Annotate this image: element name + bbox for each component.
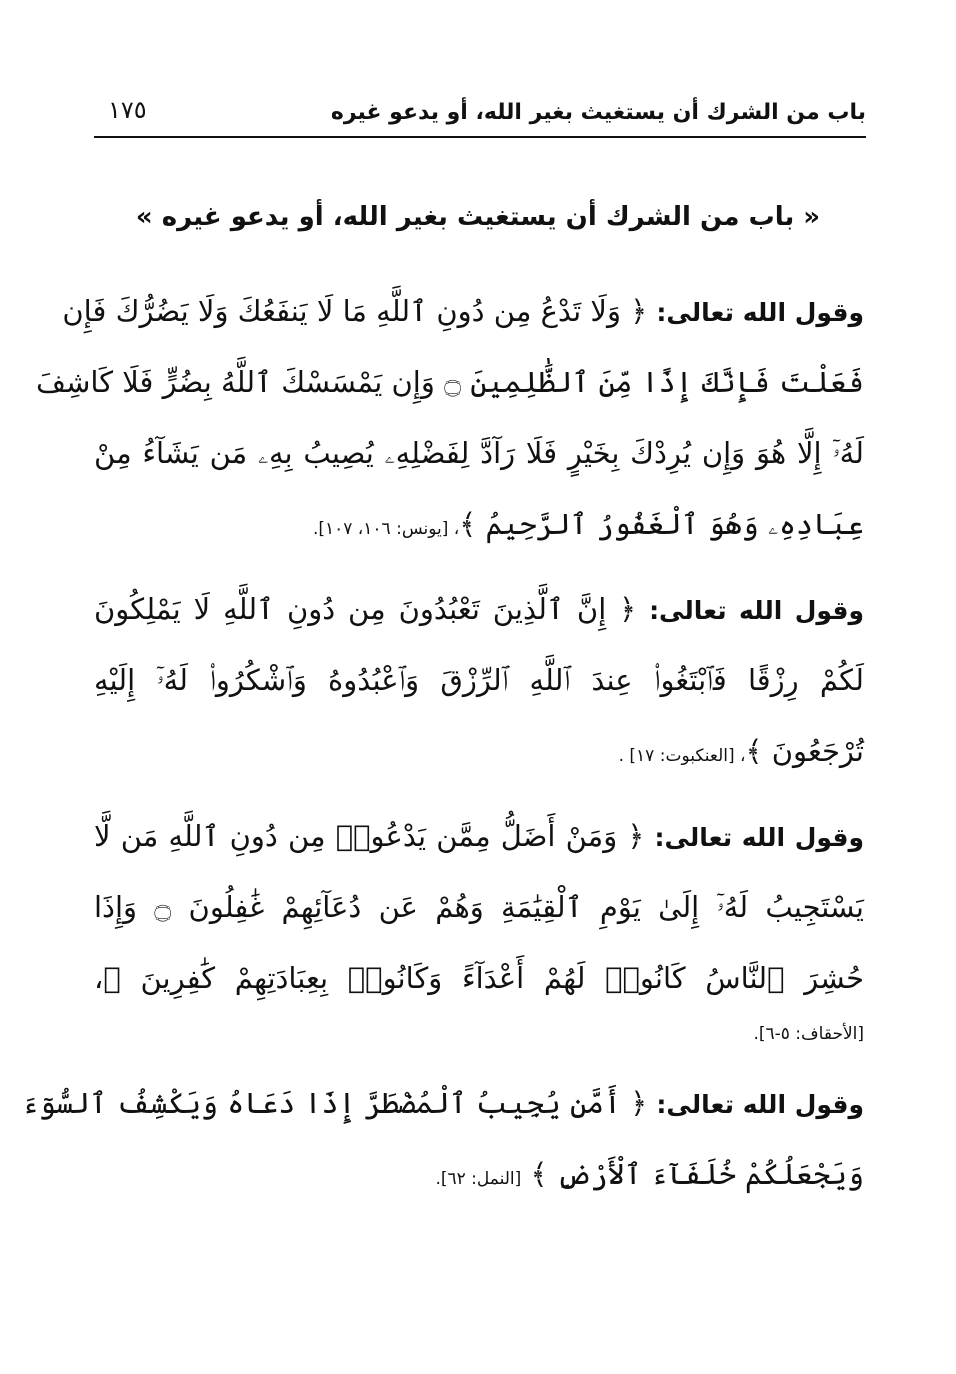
text-line: [94, 418, 864, 489]
verse-text: ﴿ إِنَّ ٱلَّذِينَ تَعْبُدُونَ مِن دُونِ ٱللَّهِ لَا يَمْلِكُونَ: [94, 592, 637, 626]
paragraph-4: [21, 1068, 864, 1210]
paragraph-intro: وقول الله تعالى:: [654, 823, 864, 852]
chapter-title: « باب من الشرك أن يستغيث بغير الله، أو يدعو غيره »: [135, 202, 821, 232]
verse-text: عِبَادِهِۦ وَهُوَ ٱلْغَفُورُ ٱلرَّحِيمُ ﴾: [459, 507, 864, 541]
text-line: [94, 801, 864, 872]
text-line: [94, 489, 864, 560]
verse-text: لَهُۥٓ إِلَّا هُوَ وَإِن يُرِدْكَ بِخَيْرٍ فَلَا رَآدَّ لِفَضْلِهِۦ يُصِيبُ بِهِۦ مَن يَشَآءُ مِنْ: [94, 436, 864, 470]
verse-citation: ، [العنكبوت: ١٧] .: [618, 746, 746, 766]
text-line: [94, 574, 864, 645]
running-header: [94, 96, 866, 138]
verse-text: لَكُمْ رِزْقًا فَٱبْتَغُوا۟ عِندَ ٱللَّهِ ٱلرِّزْقَ وَٱعْبُدُوهُ وَٱشْكُرُوا۟ لَهُۥٓ إِلَيْهِ: [94, 663, 864, 697]
paragraph-intro: وقول الله تعالى:: [656, 1090, 864, 1119]
verse-text: ﴿ وَمَنْ أَضَلُّ مِمَّن يَدْعُوا۟ مِن دُونِ ٱللَّهِ مَن لَّا: [94, 819, 645, 853]
verse-citation: ، [يونس: ١٠٦، ١٠٧].: [312, 519, 460, 539]
verse-text: يَسْتَجِيبُ لَهُۥٓ إِلَىٰ يَوْمِ ٱلْقِيَٰمَةِ وَهُمْ عَن دُعَآئِهِمْ غَٰفِلُونَ ۝ وَإِذَا: [94, 890, 864, 924]
page-body: [21, 276, 864, 1224]
verse-text: فَعَلْتَ فَإِنَّكَ إِذًا مِّنَ ٱلظَّٰلِمِينَ ۝ وَإِن يَمْسَسْكَ ٱللَّهُ بِضُرٍّ فَلَا كَاشِفَ: [36, 365, 864, 399]
paragraph-intro: وقول الله تعالى:: [656, 298, 864, 327]
text-line: [36, 347, 864, 418]
verse-text: وَيَجْعَلُكُمْ خُلَفَآءَ ٱلْأَرْضِ ﴾: [530, 1157, 864, 1191]
text-line: [21, 1068, 864, 1139]
verse-citation: [الأحقاف: ٥-٦].: [753, 1024, 864, 1044]
running-title: باب من الشرك أن يستغيث بغير الله، أو يدعو غيره: [330, 100, 866, 125]
text-line: [62, 276, 864, 347]
paragraph-1: [36, 276, 864, 560]
text-line: حُشِرَ ٱلنَّاسُ كَانُوا۟ لَهُمْ أَعْدَآءً وَكَانُوا۟ بِعِبَادَتِهِمْ كَٰفِرِينَ ﴾،: [94, 961, 864, 995]
verse-text: حُشِرَ ٱلنَّاسُ كَانُوا۟ لَهُمْ أَعْدَآءً وَكَانُوا۟ بِعِبَادَتِهِمْ كَٰفِرِينَ ﴾: [103, 961, 864, 995]
paragraph-2: [94, 574, 864, 787]
text-line: [94, 1139, 864, 1210]
paragraph-3: [94, 801, 864, 1054]
text-line: [94, 872, 864, 943]
verse-text: تُرْجَعُونَ ﴾: [745, 734, 864, 768]
text-line: [94, 716, 864, 787]
text-line: [94, 645, 864, 716]
paragraph-intro: وقول الله تعالى:: [649, 596, 864, 625]
page-number: ١٧٥: [108, 96, 147, 124]
verse-citation: [النمل: ٦٢].: [435, 1169, 522, 1189]
verse-text: ﴿ أَمَّن يُجِيبُ ٱلْمُضْطَرَّ إِذَا دَعَاهُ وَيَكْشِفُ ٱلسُّوٓءَ: [21, 1086, 648, 1120]
verse-text: ﴿ وَلَا تَدْعُ مِن دُونِ ٱللَّهِ مَا لَا يَنفَعُكَ وَلَا يَضُرُّكَ فَإِن: [62, 294, 648, 328]
